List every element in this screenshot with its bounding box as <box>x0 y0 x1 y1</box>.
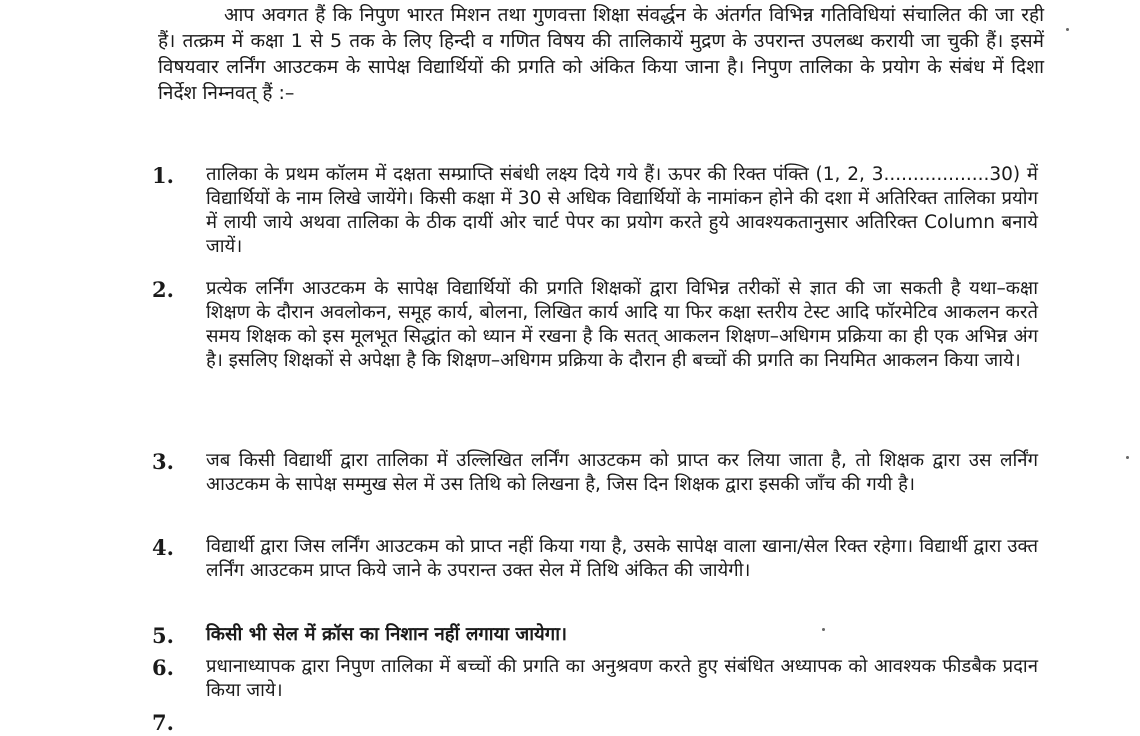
scan-speck <box>1066 28 1069 31</box>
item-number: 3. <box>152 449 174 474</box>
item-text: प्रत्येक लर्निंग आउटकम के सापेक्ष विद्यार्थियों की प्रगति शिक्षकों द्वारा विभिन्न तरीकों से ज्ञात की जा सकती है यथा–कक्षा शिक्षण के दौरान अवलोकन, समूह कार्य, बोलना, लिखित कार्य आदि या फिर कक्षा स्तरीय टेस्ट आदि फॉरमेटिव आकलन करते समय शिक्षक को इस मूलभूत सिद्धांत को ध्यान में रखना है कि सतत् आकलन शिक्षण–अधिगम प्रक्रिया का ही एक अभिन्न अंग है। इसलिए शिक्षकों से अपेक्षा है कि शिक्षण–अधिगम प्रक्रिया के दौरान ही बच्चों की प्रगति का नियमित आकलन किया जाये। <box>206 278 1038 371</box>
item-text: प्रधानाध्यापक द्वारा निपुण तालिका में बच्चों की प्रगति का अनुश्रवण करते हुए संबंधित अध्यापक को आवश्यक फीडबैक प्रदान किया जाये। <box>206 656 1038 701</box>
item-number: 5. <box>152 623 174 648</box>
item-text: किसी भी सेल में क्रॉस का निशान नहीं लगाया जायेगा। <box>206 624 567 645</box>
item-number: 1. <box>152 163 174 188</box>
item-text: जब किसी विद्यार्थी द्वारा तालिका में उल्लिखित लर्निंग आउटकम को प्राप्त कर लिया जाता है, तो शिक्षक द्वारा उस लर्निंग आउटकम के सापेक्ष सम्मुख सेल में उस तिथि को लिखना है, जिस दिन शिक्षक द्वारा इसकी जाँच की गयी है। <box>206 450 1038 495</box>
scan-speck <box>1126 456 1129 459</box>
item-number: 7. <box>152 710 174 735</box>
item-text: विद्यार्थी द्वारा जिस लर्निंग आउटकम को प्राप्त नहीं किया गया है, उसके सापेक्ष वाला खाना/सेल रिक्त रहेगा। विद्यार्थी द्वारा उक्त लर्निंग आउटकम प्राप्त किये जाने के उपरान्त उक्त सेल में तिथि अंकित की जायेगी। <box>206 536 1038 581</box>
item-number: 2. <box>152 277 174 302</box>
item-number: 4. <box>152 535 174 560</box>
intro-paragraph: आप अवगत हैं कि निपुण भारत मिशन तथा गुणवत्ता शिक्षा संवर्द्धन के अंतर्गत विभिन्न गतिविधियां संचालित की जा रही हैं। तत्क्रम में कक्षा 1 से 5 तक के लिए हिन्दी व गणित विषय की तालिकायें मुद्रण के उपरान्त उपलब्ध करायी जा चुकी हैं। इसमें विषयवार लर्निंग आउटकम के सापेक्ष विद्यार्थियों की प्रगति को अंकित किया जाना है। निपुण तालिका के प्रयोग के संबंध में दिशा निर्देश निम्नवत् हैं :– <box>158 4 1044 104</box>
item-number: 6. <box>152 655 174 680</box>
scan-speck <box>822 628 825 631</box>
item-text: तालिका के प्रथम कॉलम में दक्षता सम्प्राप्ति संबंधी लक्ष्य दिये गये हैं। ऊपर की रिक्त पंक्ति (1, 2, 3..................30) में विद्यार्थियों के नाम लिखे जायेंगे। किसी कक्षा में 30 से अधिक विद्यार्थियों के नामांकन होने की दशा में अतिरिक्त तालिका प्रयोग में लायी जाये अथवा तालिका के ठीक दायीं ओर चार्ट पेपर का प्रयोग करते हुये आवश्यकतानुसार अतिरिक्त Column बनाये जायें। <box>206 164 1038 257</box>
